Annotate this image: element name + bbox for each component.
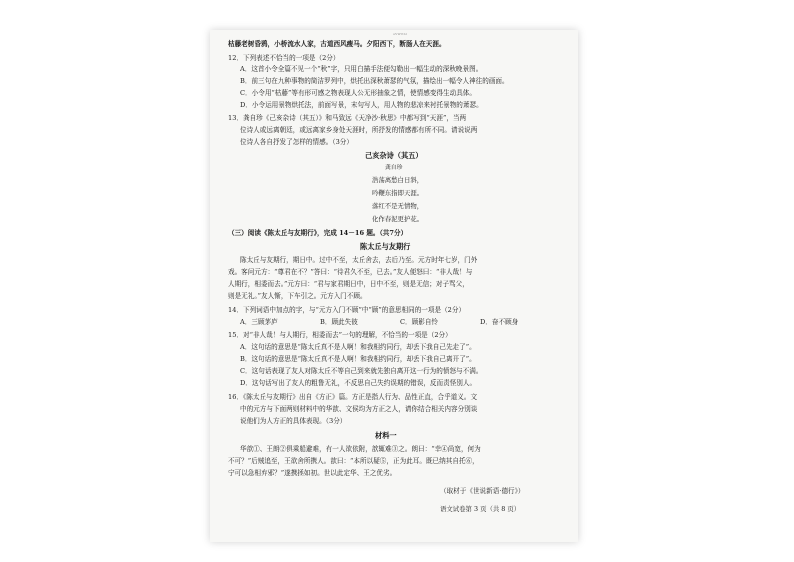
q14-option-a: A．三顾茅庐: [240, 318, 278, 326]
q12-option-c: C．小令用“枯藤”等有形可感之物表现人公无形抽象之情，使情感变得生动具体。: [240, 89, 476, 97]
q14-option-c: C．顾影自怜: [400, 318, 439, 326]
poem-line-3: 落红不是无情物，: [372, 202, 424, 210]
passage-line-4: 则是无礼。”友人惭，下车引之。元方入门不顾。: [228, 292, 367, 300]
scan-mark: uVWrtbl: [393, 32, 407, 36]
q12-option-d: D．小令运用景物烘托法，前面写景，末句写人，用人物的悲凉来衬托景物的萧瑟。: [240, 101, 483, 109]
material-line-3: 宁可以急相弃邪？”遂携拯如初。世以此定华、王之优劣。: [228, 469, 397, 477]
q16-line-2: 中的元方与下面两则材料中的华歆、文侯均为方正之人，请你结合相关内容分别谈: [240, 405, 478, 413]
q15-option-d: D．这句话写出了友人的粗鲁无礼，不反思自己失约误期的错误，反而责怪别人。: [240, 379, 477, 387]
poem-title: 己亥杂诗（其五）: [365, 151, 423, 160]
q15-option-a: A．这句话的意思是“陈太丘真不是人啊！和我相约同行，却丢下我自己先走了”。: [240, 343, 476, 351]
q13-line-1: 13．龚自珍《己亥杂诗（其五）》和马致远《天净沙·秋思》中都写到“天涯”，当两: [228, 114, 467, 122]
passage-line-3: 人期行，相委而去。”元方曰：“君与家君期日中，日中不至，则是无信；对子骂父，: [228, 280, 469, 288]
material-line-2: 不可？”后贼追至，王欲舍所携人。歆曰：“本所以疑⑤，正为此耳。既已纳其自托⑥，: [228, 457, 479, 465]
poem-line-4: 化作春泥更护花。: [372, 215, 424, 223]
q13-line-3: 位诗人各自抒发了怎样的情感。（3分）: [240, 138, 353, 146]
passage-line-2: 戏。客问元方：“尊君在不？”答曰：“待君久不至，已去。”友人便怒曰：“非人哉！与: [228, 268, 473, 276]
q15-option-b: B．这句话的意思是“陈太丘真不是人啊！和我相约同行，却丢下我自己离开了”。: [240, 355, 476, 363]
exam-page: [210, 30, 578, 542]
q16-line-1: 16．《陈太丘与友期行》出自《方正》篇。方正是指人行为、品性正直，合乎道义。文: [228, 393, 478, 401]
passage-title: 陈太丘与友期行: [360, 242, 411, 251]
q14-stem: 14．下列词语中加点的字，与“元方入门不顾”中“顾”的意思相同的一项是（2分）: [228, 306, 466, 314]
q15-stem: 15．对“非人哉！与人期行，相委而去”一句的理解，不恰当的一项是（2分）: [228, 331, 452, 339]
q14-option-d: D．奋不顾身: [480, 318, 519, 326]
q16-line-3: 说他们为人方正的具体表现。（3分）: [240, 417, 347, 425]
page-footer: 语文试卷第 3 页（共 8 页）: [440, 505, 521, 513]
q12-option-b: B．前三句在九种事物的简洁罗列中，烘托出深秋萧瑟的气氛，描绘出一幅令人神往的画面。: [240, 77, 509, 85]
q13-line-2: 位诗人或远离朝廷，或远离家乡身处天涯时，所抒发的情感都有所不同。请说说两: [240, 126, 478, 134]
section3-heading: （三）阅读《陈太丘与友期行》，完成 14－16 题。（共7分）: [228, 229, 408, 237]
material-line-1: 华歆①、王朗②俱乘船避难，有一人欲依附，歆辄难③之。朗曰：“幸④尚宽，何为: [240, 445, 481, 453]
material-title: 材料一: [375, 431, 397, 440]
q15-option-c: C．这句话表现了友人对陈太丘不等自己到来就先独自离开这一行为的愤怒与不满。: [240, 367, 483, 375]
q12-option-a: A．这首小令全篇不见一个“秋”字，只用白描手法便勾勒出一幅生动的深秋晚景图。: [240, 65, 483, 73]
poem-author: 龚自珍: [385, 165, 403, 171]
material-source: （取材于《世说新语·德行》）: [440, 487, 525, 495]
q14-option-b: B．顾此失彼: [320, 318, 358, 326]
q12-stem: 12．下列表述不恰当的一项是（2分）: [228, 54, 340, 62]
poem-line-1: 浩荡离愁白日斜，: [372, 176, 424, 184]
poem-last-line: 枯藤老树昏鸦，小桥流水人家，古道西风瘦马。夕阳西下，断肠人在天涯。: [228, 40, 446, 48]
passage-line-1: 陈太丘与友期行，期日中。过中不至，太丘舍去，去后乃至。元方时年七岁，门外: [240, 256, 478, 264]
poem-line-2: 吟鞭东指即天涯。: [372, 189, 424, 197]
